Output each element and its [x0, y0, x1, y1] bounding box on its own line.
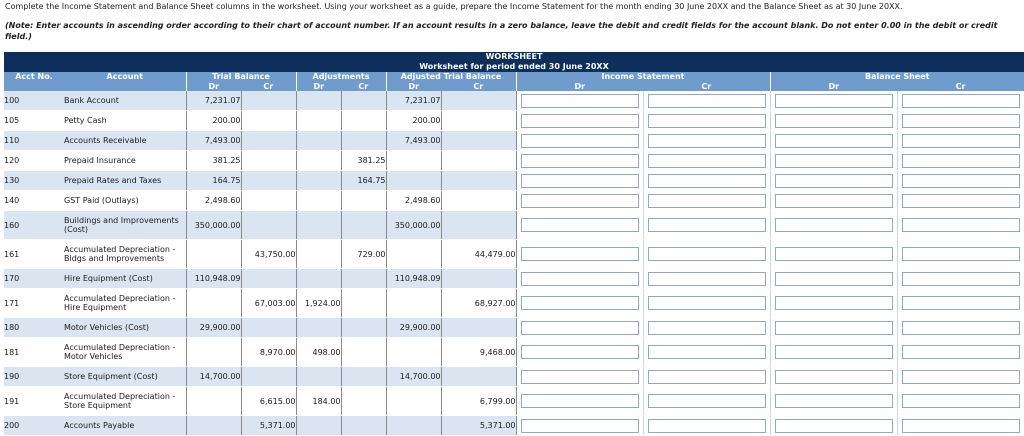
- is-dr-cell: [516, 91, 643, 111]
- adj-cr-cell: [341, 211, 386, 240]
- is-cr-input[interactable]: [648, 174, 766, 188]
- bs-cr-input[interactable]: [902, 194, 1020, 208]
- account-name-cell: Motor Vehicles (Cost): [64, 318, 186, 338]
- is-dr-cell: [516, 338, 643, 367]
- account-name-cell: Store Equipment (Cost): [64, 367, 186, 387]
- bs-dr-input[interactable]: [775, 247, 893, 261]
- is-cr-input[interactable]: [648, 370, 766, 384]
- adj-cr-cell: 381.25: [341, 151, 386, 171]
- account-name-cell: Accumulated Depreciation - Hire Equipment: [64, 289, 186, 318]
- bs-dr-cell: [770, 191, 897, 211]
- table-row: [4, 131, 1024, 151]
- is-dr-input[interactable]: [521, 218, 639, 232]
- is-dr-cell: [516, 171, 643, 191]
- adj-dr-cell: [296, 171, 341, 191]
- bs-dr-input[interactable]: [775, 296, 893, 310]
- tb-cr-cell: [241, 318, 296, 338]
- tb-cr-cell: [241, 131, 296, 151]
- header-atb-dr: Dr: [386, 82, 441, 91]
- atb-cr-cell: 68,927.00: [441, 289, 516, 318]
- acct-no-cell: 120: [4, 151, 64, 171]
- is-dr-input[interactable]: [521, 419, 639, 433]
- is-cr-input[interactable]: [648, 394, 766, 408]
- adj-dr-cell: [296, 269, 341, 289]
- acct-no-cell: 171: [4, 289, 64, 318]
- table-row: [4, 91, 1024, 111]
- is-dr-input[interactable]: [521, 154, 639, 168]
- is-cr-input[interactable]: [648, 272, 766, 286]
- bs-dr-cell: [770, 289, 897, 318]
- bs-cr-input[interactable]: [902, 345, 1020, 359]
- table-row: [4, 367, 1024, 387]
- adj-dr-cell: [296, 191, 341, 211]
- tb-dr-cell: [186, 387, 241, 416]
- is-cr-input[interactable]: [648, 321, 766, 335]
- acct-no-cell: 130: [4, 171, 64, 191]
- atb-dr-cell: [386, 416, 441, 436]
- header-adjusted-trial-balance: Adjusted Trial Balance: [386, 72, 516, 82]
- is-dr-cell: [516, 151, 643, 171]
- is-cr-cell: [643, 387, 770, 416]
- atb-cr-cell: [441, 91, 516, 111]
- header-atb-cr: Cr: [441, 82, 516, 91]
- bs-cr-input[interactable]: [902, 247, 1020, 261]
- acct-no-cell: 181: [4, 338, 64, 367]
- tb-cr-cell: [241, 191, 296, 211]
- adj-cr-cell: 729.00: [341, 240, 386, 269]
- table-row: [4, 240, 1024, 269]
- adj-dr-cell: [296, 91, 341, 111]
- is-cr-input[interactable]: [648, 134, 766, 148]
- bs-dr-cell: [770, 338, 897, 367]
- bs-dr-cell: [770, 269, 897, 289]
- acct-no-cell: 161: [4, 240, 64, 269]
- header-adjustments: Adjustments: [296, 72, 386, 82]
- is-dr-cell: [516, 131, 643, 151]
- atb-dr-cell: 14,700.00: [386, 367, 441, 387]
- header-acct-no: Acct No.: [4, 72, 64, 82]
- bs-cr-input[interactable]: [902, 134, 1020, 148]
- tb-cr-cell: [241, 91, 296, 111]
- bs-cr-cell: [897, 338, 1024, 367]
- is-cr-cell: [643, 91, 770, 111]
- header-is-cr: Cr: [643, 82, 770, 91]
- bs-cr-cell: [897, 289, 1024, 318]
- is-cr-cell: [643, 171, 770, 191]
- tb-cr-cell: 8,970.00: [241, 338, 296, 367]
- is-cr-cell: [643, 367, 770, 387]
- adj-cr-cell: [341, 318, 386, 338]
- bs-dr-cell: [770, 240, 897, 269]
- tb-cr-cell: 6,615.00: [241, 387, 296, 416]
- is-dr-cell: [516, 191, 643, 211]
- tb-dr-cell: 200.00: [186, 111, 241, 131]
- table-row: [4, 289, 1024, 318]
- account-name-cell: Buildings and Improvements (Cost): [64, 211, 186, 240]
- tb-dr-cell: 164.75: [186, 171, 241, 191]
- bs-dr-input[interactable]: [775, 370, 893, 384]
- header-blank: [4, 82, 64, 91]
- bs-cr-input[interactable]: [902, 154, 1020, 168]
- tb-cr-cell: 67,003.00: [241, 289, 296, 318]
- adj-dr-cell: [296, 318, 341, 338]
- is-dr-input[interactable]: [521, 114, 639, 128]
- is-dr-cell: [516, 211, 643, 240]
- header-trial-balance: Trial Balance: [186, 72, 296, 82]
- account-name-cell: Accounts Receivable: [64, 131, 186, 151]
- adj-dr-cell: [296, 131, 341, 151]
- adj-dr-cell: 1,924.00: [296, 289, 341, 318]
- atb-cr-cell: [441, 318, 516, 338]
- header-adj-dr: Dr: [296, 82, 341, 91]
- tb-dr-cell: 29,900.00: [186, 318, 241, 338]
- is-dr-input[interactable]: [521, 370, 639, 384]
- bs-cr-input[interactable]: [902, 321, 1020, 335]
- is-dr-cell: [516, 289, 643, 318]
- acct-no-cell: 140: [4, 191, 64, 211]
- acct-no-cell: 190: [4, 367, 64, 387]
- acct-no-cell: 180: [4, 318, 64, 338]
- table-row: [4, 171, 1024, 191]
- tb-cr-cell: [241, 367, 296, 387]
- atb-cr-cell: 5,371.00: [441, 416, 516, 436]
- is-cr-cell: [643, 416, 770, 436]
- atb-dr-cell: 2,498.60: [386, 191, 441, 211]
- adj-cr-cell: [341, 269, 386, 289]
- bs-cr-cell: [897, 91, 1024, 111]
- adj-dr-cell: 184.00: [296, 387, 341, 416]
- atb-cr-cell: [441, 171, 516, 191]
- bs-dr-input[interactable]: [775, 419, 893, 433]
- bs-cr-cell: [897, 416, 1024, 436]
- table-row: [4, 111, 1024, 131]
- account-name-cell: Prepaid Insurance: [64, 151, 186, 171]
- is-dr-cell: [516, 318, 643, 338]
- atb-cr-cell: [441, 367, 516, 387]
- account-name-cell: Accumulated Depreciation - Store Equipment: [64, 387, 186, 416]
- is-dr-input[interactable]: [521, 345, 639, 359]
- tb-cr-cell: [241, 211, 296, 240]
- bs-cr-input[interactable]: [902, 174, 1020, 188]
- bs-dr-input[interactable]: [775, 134, 893, 148]
- table-row: [4, 338, 1024, 367]
- atb-dr-cell: [386, 289, 441, 318]
- account-name-cell: Petty Cash: [64, 111, 186, 131]
- header-adj-cr: Cr: [341, 82, 386, 91]
- is-dr-cell: [516, 387, 643, 416]
- atb-cr-cell: 6,799.00: [441, 387, 516, 416]
- bs-dr-input[interactable]: [775, 345, 893, 359]
- bs-dr-input[interactable]: [775, 272, 893, 286]
- tb-dr-cell: 381.25: [186, 151, 241, 171]
- is-dr-cell: [516, 240, 643, 269]
- adj-dr-cell: [296, 240, 341, 269]
- is-cr-cell: [643, 289, 770, 318]
- worksheet-subtitle: Worksheet for period ended 30 June 20XX: [4, 62, 1024, 72]
- tb-dr-cell: 350,000.00: [186, 211, 241, 240]
- atb-dr-cell: 29,900.00: [386, 318, 441, 338]
- atb-dr-cell: 200.00: [386, 111, 441, 131]
- bs-cr-cell: [897, 318, 1024, 338]
- adj-cr-cell: [341, 131, 386, 151]
- atb-dr-cell: 7,231.07: [386, 91, 441, 111]
- is-cr-cell: [643, 318, 770, 338]
- is-cr-cell: [643, 338, 770, 367]
- is-cr-input[interactable]: [648, 94, 766, 108]
- atb-dr-cell: [386, 338, 441, 367]
- bs-dr-input[interactable]: [775, 94, 893, 108]
- header-is-dr: Dr: [516, 82, 643, 91]
- table-row: [4, 151, 1024, 171]
- tb-dr-cell: 2,498.60: [186, 191, 241, 211]
- header-blank: [64, 82, 186, 91]
- bs-cr-cell: [897, 269, 1024, 289]
- bs-cr-cell: [897, 211, 1024, 240]
- bs-cr-cell: [897, 131, 1024, 151]
- bs-cr-input[interactable]: [902, 218, 1020, 232]
- atb-dr-cell: 110,948.09: [386, 269, 441, 289]
- bs-dr-cell: [770, 111, 897, 131]
- bs-cr-input[interactable]: [902, 419, 1020, 433]
- tb-dr-cell: 110,948.09: [186, 269, 241, 289]
- acct-no-cell: 170: [4, 269, 64, 289]
- table-row: [4, 416, 1024, 436]
- is-dr-input[interactable]: [521, 296, 639, 310]
- bs-dr-cell: [770, 211, 897, 240]
- bs-cr-cell: [897, 171, 1024, 191]
- is-cr-input[interactable]: [648, 194, 766, 208]
- is-cr-cell: [643, 111, 770, 131]
- account-name-cell: Accumulated Depreciation - Motor Vehicles: [64, 338, 186, 367]
- header-bs-cr: Cr: [897, 82, 1024, 91]
- adj-cr-cell: [341, 289, 386, 318]
- bs-dr-input[interactable]: [775, 194, 893, 208]
- worksheet-title: WORKSHEET: [4, 52, 1024, 62]
- atb-cr-cell: [441, 269, 516, 289]
- atb-dr-cell: [386, 240, 441, 269]
- tb-dr-cell: [186, 289, 241, 318]
- is-cr-cell: [643, 191, 770, 211]
- bs-dr-input[interactable]: [775, 174, 893, 188]
- bs-cr-cell: [897, 240, 1024, 269]
- adj-cr-cell: [341, 111, 386, 131]
- header-tb-cr: Cr: [241, 82, 296, 91]
- acct-no-cell: 160: [4, 211, 64, 240]
- bs-dr-cell: [770, 318, 897, 338]
- acct-no-cell: 105: [4, 111, 64, 131]
- adj-cr-cell: [341, 387, 386, 416]
- tb-dr-cell: 14,700.00: [186, 367, 241, 387]
- adj-dr-cell: [296, 151, 341, 171]
- tb-cr-cell: [241, 269, 296, 289]
- is-cr-input[interactable]: [648, 296, 766, 310]
- adj-dr-cell: [296, 367, 341, 387]
- adj-cr-cell: [341, 191, 386, 211]
- tb-cr-cell: [241, 171, 296, 191]
- tb-dr-cell: 7,231.07: [186, 91, 241, 111]
- header-bs-dr: Dr: [770, 82, 897, 91]
- tb-dr-cell: [186, 338, 241, 367]
- atb-cr-cell: [441, 131, 516, 151]
- adj-dr-cell: [296, 211, 341, 240]
- is-dr-input[interactable]: [521, 272, 639, 286]
- bs-dr-cell: [770, 151, 897, 171]
- is-dr-input[interactable]: [521, 247, 639, 261]
- header-income-statement: Income Statement: [516, 72, 770, 82]
- is-cr-cell: [643, 151, 770, 171]
- bs-dr-cell: [770, 367, 897, 387]
- is-dr-input[interactable]: [521, 134, 639, 148]
- header-account: Account: [64, 72, 186, 82]
- tb-cr-cell: [241, 151, 296, 171]
- bs-cr-cell: [897, 387, 1024, 416]
- table-row: [4, 387, 1024, 416]
- table-row: [4, 211, 1024, 240]
- atb-cr-cell: [441, 211, 516, 240]
- is-cr-cell: [643, 269, 770, 289]
- account-name-cell: GST Paid (Outlays): [64, 191, 186, 211]
- is-cr-input[interactable]: [648, 419, 766, 433]
- bs-dr-cell: [770, 416, 897, 436]
- is-dr-input[interactable]: [521, 194, 639, 208]
- bs-dr-input[interactable]: [775, 394, 893, 408]
- adj-cr-cell: [341, 367, 386, 387]
- tb-cr-cell: [241, 111, 296, 131]
- account-name-cell: Hire Equipment (Cost): [64, 269, 186, 289]
- bs-cr-cell: [897, 111, 1024, 131]
- is-cr-cell: [643, 131, 770, 151]
- acct-no-cell: 100: [4, 91, 64, 111]
- is-cr-input[interactable]: [648, 345, 766, 359]
- is-cr-input[interactable]: [648, 247, 766, 261]
- atb-dr-cell: 350,000.00: [386, 211, 441, 240]
- is-cr-input[interactable]: [648, 154, 766, 168]
- adj-cr-cell: 164.75: [341, 171, 386, 191]
- is-dr-cell: [516, 367, 643, 387]
- bs-cr-cell: [897, 191, 1024, 211]
- acct-no-cell: 191: [4, 387, 64, 416]
- adj-cr-cell: [341, 91, 386, 111]
- atb-cr-cell: [441, 191, 516, 211]
- tb-dr-cell: 7,493.00: [186, 131, 241, 151]
- atb-cr-cell: [441, 151, 516, 171]
- is-cr-cell: [643, 211, 770, 240]
- bs-dr-cell: [770, 131, 897, 151]
- is-dr-cell: [516, 269, 643, 289]
- is-dr-input[interactable]: [521, 94, 639, 108]
- tb-cr-cell: 43,750.00: [241, 240, 296, 269]
- is-dr-input[interactable]: [521, 394, 639, 408]
- adj-dr-cell: 498.00: [296, 338, 341, 367]
- bs-cr-input[interactable]: [902, 94, 1020, 108]
- account-name-cell: Accumulated Depreciation - Bldgs and Improvements: [64, 240, 186, 269]
- acct-no-cell: 110: [4, 131, 64, 151]
- bs-dr-input[interactable]: [775, 154, 893, 168]
- atb-dr-cell: [386, 171, 441, 191]
- is-dr-input[interactable]: [521, 321, 639, 335]
- acct-no-cell: 200: [4, 416, 64, 436]
- atb-cr-cell: [441, 111, 516, 131]
- tb-dr-cell: [186, 416, 241, 436]
- adj-cr-cell: [341, 416, 386, 436]
- worksheet-table: [4, 52, 1024, 436]
- table-row: [4, 191, 1024, 211]
- bs-cr-input[interactable]: [902, 394, 1020, 408]
- atb-cr-cell: 44,479.00: [441, 240, 516, 269]
- bs-dr-input[interactable]: [775, 114, 893, 128]
- adj-cr-cell: [341, 338, 386, 367]
- header-tb-dr: Dr: [186, 82, 241, 91]
- atb-dr-cell: 7,493.00: [386, 131, 441, 151]
- adj-dr-cell: [296, 111, 341, 131]
- table-row: [4, 318, 1024, 338]
- bs-dr-cell: [770, 387, 897, 416]
- adj-dr-cell: [296, 416, 341, 436]
- bs-cr-cell: [897, 151, 1024, 171]
- account-name-cell: Accounts Payable: [64, 416, 186, 436]
- atb-cr-cell: 9,468.00: [441, 338, 516, 367]
- is-dr-cell: [516, 111, 643, 131]
- bs-dr-input[interactable]: [775, 218, 893, 232]
- note-text: (Note: Enter accounts in ascending order according to their chart of account number. If an account results in a zero balance, leave the debit and credit fields for the account blank. Do not enter 0.00 in the debit or credit field.): [5, 21, 998, 41]
- tb-dr-cell: [186, 240, 241, 269]
- is-dr-input[interactable]: [521, 174, 639, 188]
- instructions-text: Complete the Income Statement and Balance Sheet columns in the worksheet. Using your worksheet as a guide, prepare the Income Statement for the month ending 30 June 20XX and the Balance Sheet as at 30 June 20XX.: [5, 2, 903, 11]
- atb-dr-cell: [386, 387, 441, 416]
- is-cr-input[interactable]: [648, 114, 766, 128]
- table-row: [4, 269, 1024, 289]
- is-cr-input[interactable]: [648, 218, 766, 232]
- bs-cr-input[interactable]: [902, 296, 1020, 310]
- header-balance-sheet: Balance Sheet: [770, 72, 1024, 82]
- tb-cr-cell: 5,371.00: [241, 416, 296, 436]
- bs-dr-input[interactable]: [775, 321, 893, 335]
- bs-dr-cell: [770, 171, 897, 191]
- is-dr-cell: [516, 416, 643, 436]
- bs-cr-input[interactable]: [902, 272, 1020, 286]
- account-name-cell: Prepaid Rates and Taxes: [64, 171, 186, 191]
- bs-cr-input[interactable]: [902, 114, 1020, 128]
- atb-dr-cell: [386, 151, 441, 171]
- bs-dr-cell: [770, 91, 897, 111]
- bs-cr-cell: [897, 367, 1024, 387]
- account-name-cell: Bank Account: [64, 91, 186, 111]
- is-cr-cell: [643, 240, 770, 269]
- bs-cr-input[interactable]: [902, 370, 1020, 384]
